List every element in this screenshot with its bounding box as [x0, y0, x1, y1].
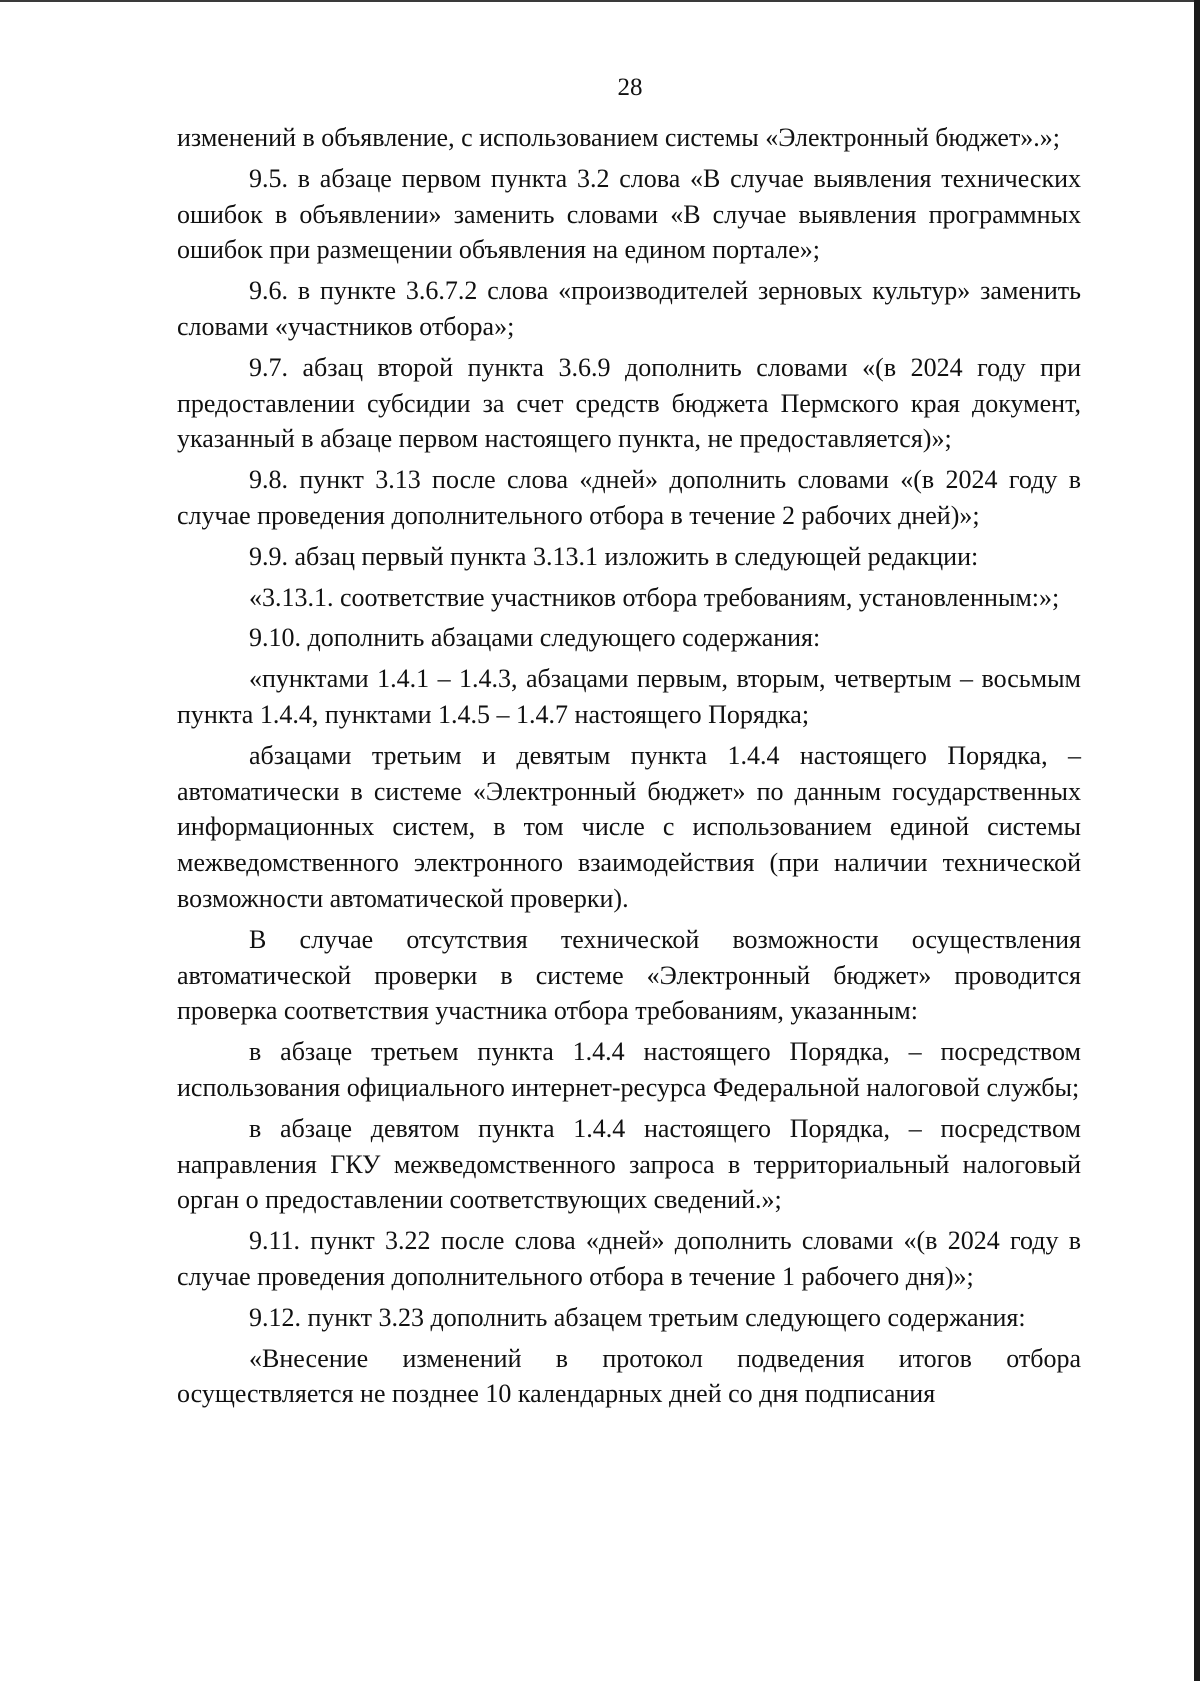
paragraph-9-12: 9.12. пункт 3.23 дополнить абзацем третьим следующего содержания:	[249, 1302, 1026, 1332]
document-body	[177, 120, 1081, 1412]
scan-right-edge	[1194, 0, 1200, 1681]
paragraph-9-6: 9.6. в пункте 3.6.7.2 слова «производителей зерновых культур» заменить словами «участников отбора»;	[177, 276, 1081, 341]
paragraph-automatic-check: абзацами третьим и девятым пункта 1.4.4 настоящего Порядка, – автоматически в системе «Электронный бюджет» по данным государственных информационных систем, в том числе с использованием единой системы межведомственного электронного взаимодействия (при наличии технической возможности автоматической проверки).	[177, 740, 1081, 913]
paragraph-no-technical-possibility: В случае отсутствия технической возможности осуществления автоматической проверки в системе «Электронный бюджет» проводится проверка соответствия участника отбора требованиям, указанным:	[177, 924, 1081, 1026]
paragraph-9-8: 9.8. пункт 3.13 после слова «дней» дополнить словами «(в 2024 году в случае проведения дополнительного отбора в течение 2 рабочих дней)»;	[177, 465, 1081, 530]
paragraph-9-7: 9.7. абзац второй пункта 3.6.9 дополнить словами «(в 2024 году при предоставлении субсидии за счет средств бюджета Пермского края документ, указанный в абзаце первом настоящего пункта, не предоставляется)»;	[177, 352, 1081, 454]
paragraph-continuation: изменений в объявление, с использованием системы «Электронный бюджет».»;	[177, 123, 1061, 152]
paragraph-ninth-abzac: в абзаце девятом пункта 1.4.4 настоящего Порядка, – посредством направления ГКУ межведомственного запроса в территориальный налоговый орган о предоставлении соответствующих сведений.»;	[177, 1113, 1081, 1215]
page-number: 28	[617, 74, 643, 101]
paragraph-9-9: 9.9. абзац первый пункта 3.13.1 изложить в следующей редакции:	[249, 541, 979, 571]
paragraph-points-list: «пунктами 1.4.1 – 1.4.3, абзацами первым, вторым, четвертым – восьмым пункта 1.4.4, пунктами 1.4.5 – 1.4.7 настоящего Порядка;	[177, 664, 1081, 729]
paragraph-protocol-changes: «Внесение изменений в протокол подведения итогов отбора осуществляется не позднее 10 календарных дней со дня подписания	[177, 1343, 1081, 1409]
scan-top-edge	[0, 0, 1200, 2]
paragraph-9-10: 9.10. дополнить абзацами следующего содержания:	[249, 623, 821, 653]
paragraph-third-abzac: в абзаце третьем пункта 1.4.4 настоящего Порядка, – посредством использования официального интернет-ресурса Федеральной налоговой службы;	[177, 1037, 1081, 1102]
paragraph-3-13-1: «3.13.1. соответствие участников отбора требованиям, установленным:»;	[249, 582, 1060, 612]
paragraph-9-11: 9.11. пункт 3.22 после слова «дней» дополнить словами «(в 2024 году в случае проведения дополнительного отбора в течение 1 рабочего дня)»;	[177, 1226, 1081, 1291]
paragraph-9-5: 9.5. в абзаце первом пункта 3.2 слова «В случае выявления технических ошибок в объявлении» заменить словами «В случае выявления программных ошибок при размещении объявления на едином портале»;	[177, 163, 1081, 265]
